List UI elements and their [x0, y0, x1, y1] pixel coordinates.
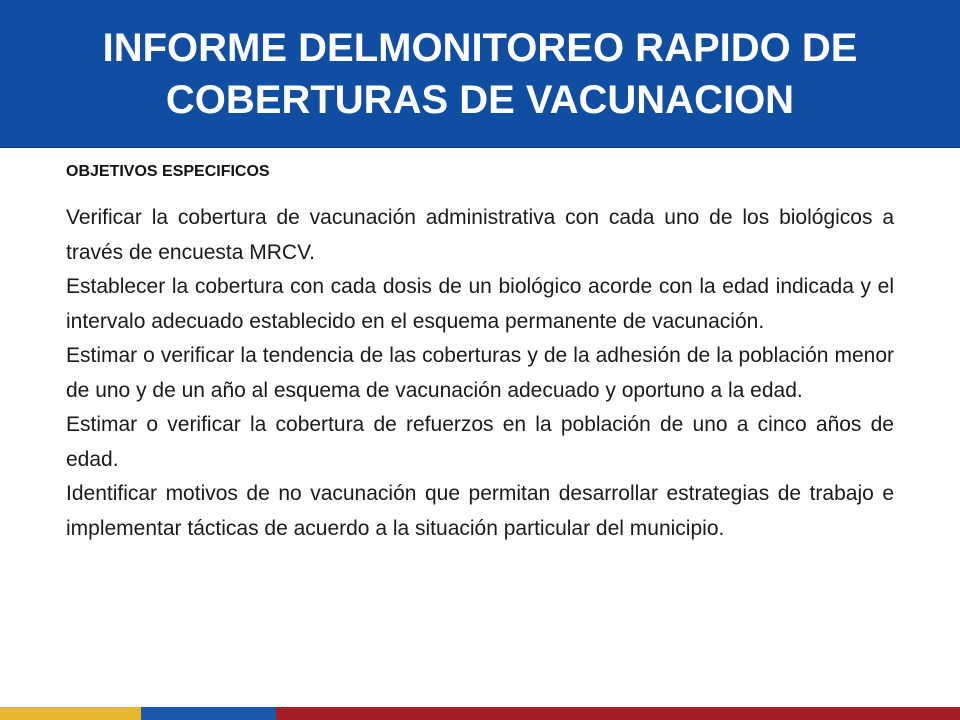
objective-item: Estimar o verificar la tendencia de las coberturas y de la adhesión de la población menor de uno y de un año al esquema de vacunación adecuado y oportuno a la edad.	[66, 344, 894, 402]
footer-stripe-yellow	[0, 707, 141, 720]
slide-content	[66, 158, 894, 546]
objective-item: Estimar o verificar la cobertura de refuerzos en la población de uno a cinco años de edad.	[66, 413, 894, 471]
section-heading: OBJETIVOS ESPECIFICOS	[66, 163, 270, 180]
slide-title-line-1: INFORME DELMONITOREO RAPIDO DE	[102, 26, 858, 70]
objective-item: Establecer la cobertura con cada dosis de un biológico acorde con la edad indicada y el intervalo adecuado establecido en el esquema permanente de vacunación.	[66, 275, 894, 333]
footer-stripe-red	[276, 707, 960, 720]
objective-item: Verificar la cobertura de vacunación administrativa con cada uno de los biológicos a través de encuesta MRCV.	[66, 206, 894, 264]
slide-title-line-2: COBERTURAS DE VACUNACION	[165, 78, 795, 122]
title-banner	[0, 0, 960, 148]
objective-item: Identificar motivos de no vacunación que permitan desarrollar estrategias de trabajo e implementar tácticas de acuerdo a la situación particular del municipio.	[66, 482, 894, 540]
footer-stripe-blue	[141, 707, 276, 720]
